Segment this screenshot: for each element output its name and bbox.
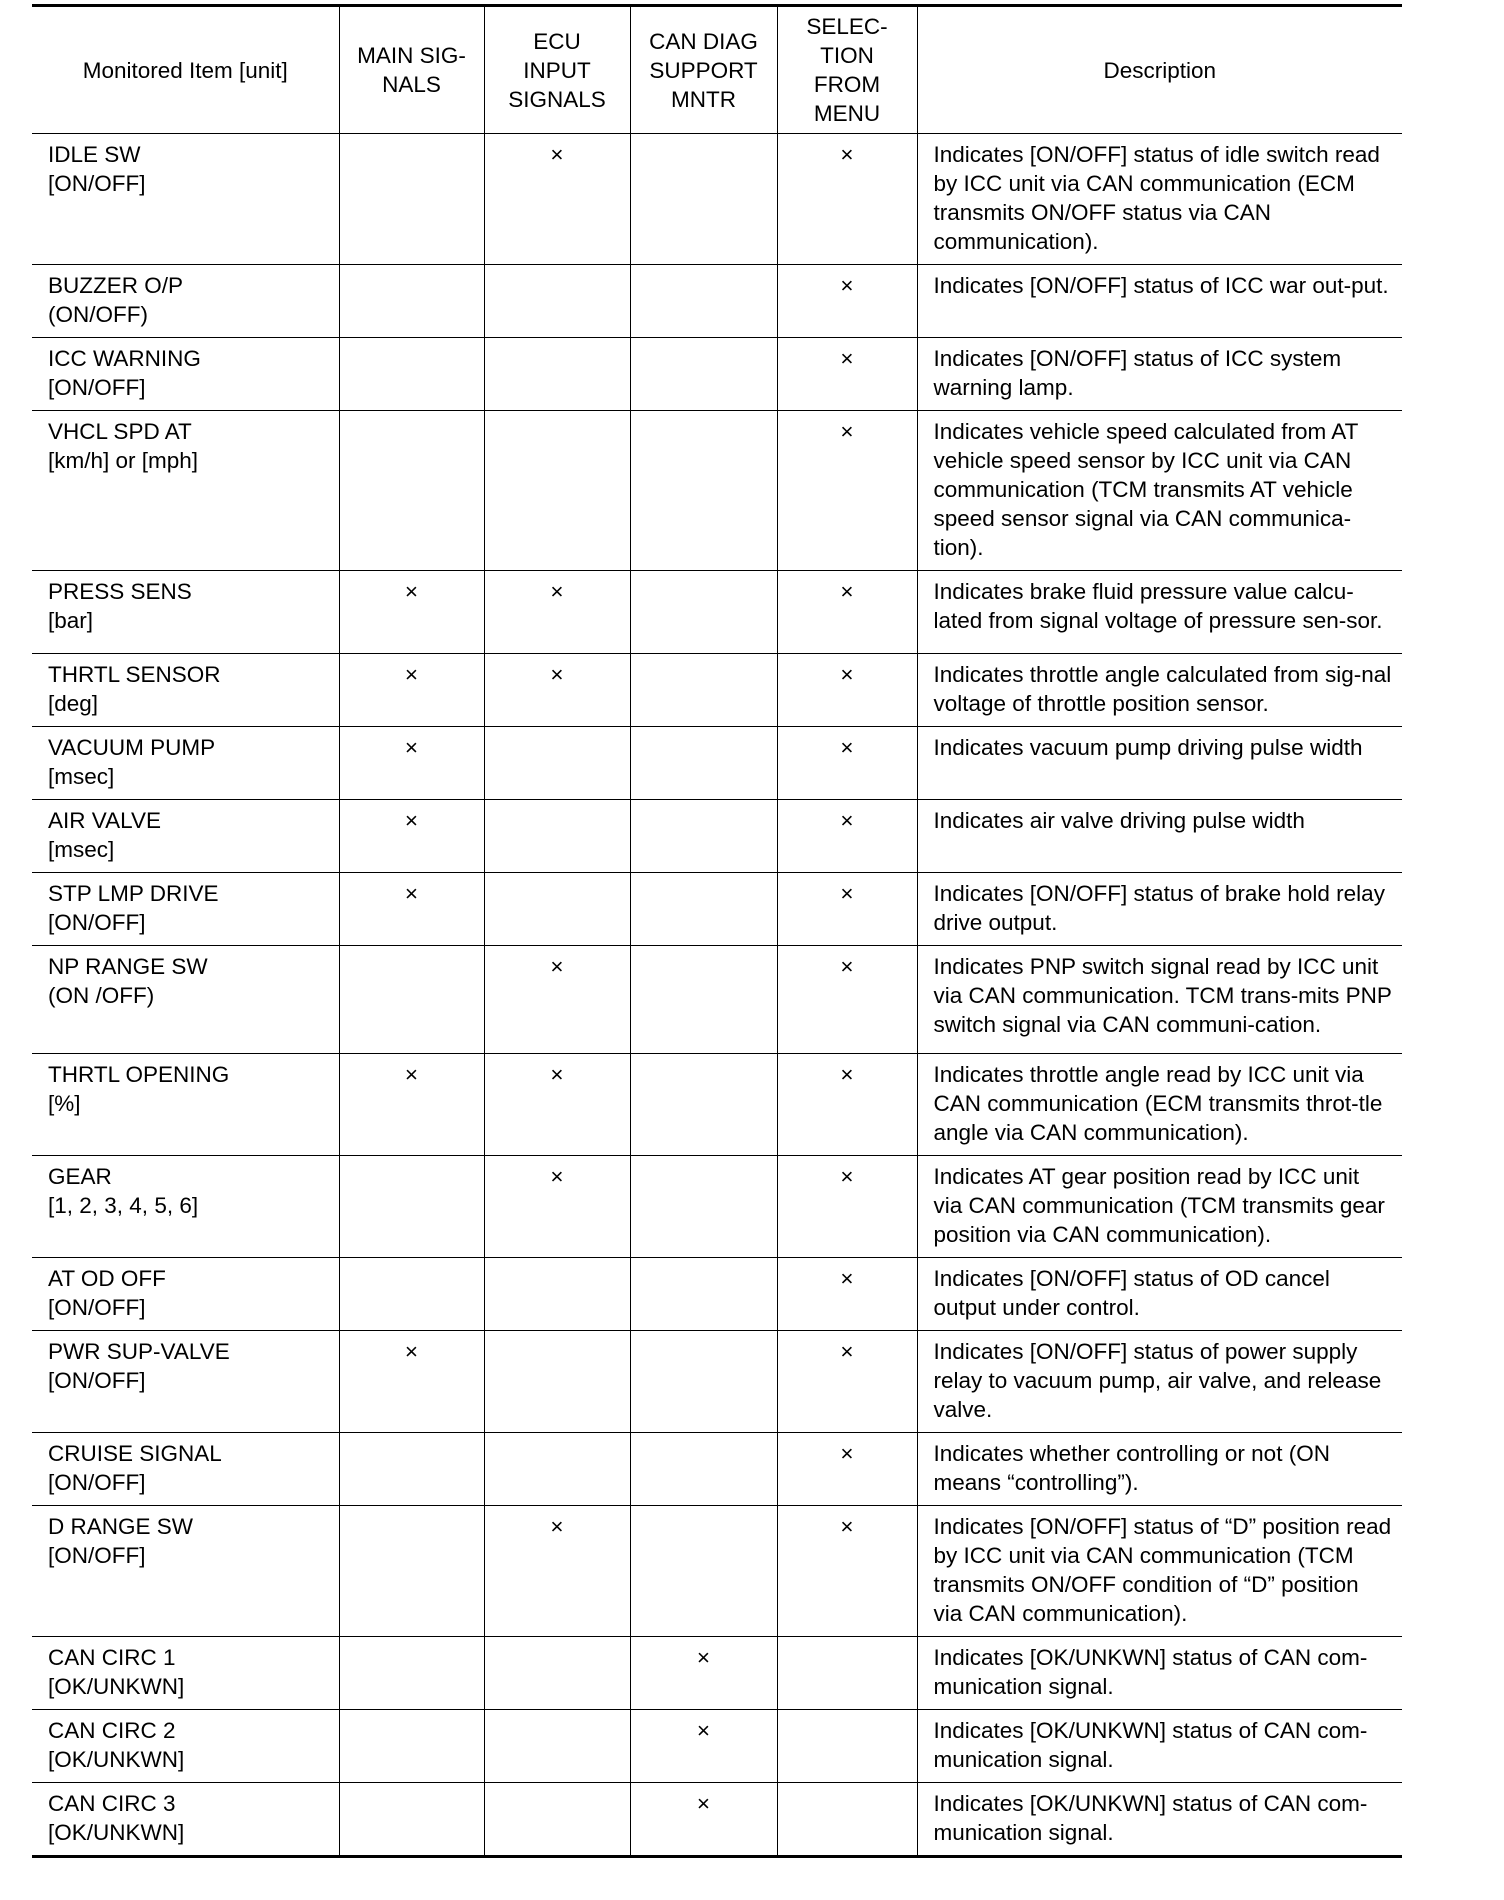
selection-from-menu-mark bbox=[777, 411, 917, 571]
check-mark: × bbox=[840, 662, 854, 687]
monitored-item-unit: [ON/OFF] bbox=[48, 1470, 146, 1495]
check-mark: × bbox=[550, 1164, 564, 1189]
ecu-input-signals-mark bbox=[484, 800, 630, 873]
main-signals-mark bbox=[339, 571, 484, 654]
description-cell: Indicates [ON/OFF] status of brake hold relay drive output. bbox=[917, 873, 1402, 946]
table-body bbox=[32, 134, 1402, 1857]
description-cell: Indicates [ON/OFF] status of OD cancel output under control. bbox=[917, 1258, 1402, 1331]
monitored-item-cell bbox=[32, 1783, 339, 1857]
selection-from-menu-mark bbox=[777, 1331, 917, 1433]
monitored-item-cell bbox=[32, 1054, 339, 1156]
monitored-item-cell bbox=[32, 1637, 339, 1710]
monitored-item-unit: [1, 2, 3, 4, 5, 6] bbox=[48, 1193, 199, 1218]
monitored-item-cell bbox=[32, 1506, 339, 1637]
check-mark: × bbox=[840, 881, 854, 906]
monitored-item-cell bbox=[32, 265, 339, 338]
monitored-item-unit: [ON/OFF] bbox=[48, 171, 146, 196]
table-row bbox=[32, 1783, 1402, 1857]
ecu-input-signals-mark bbox=[484, 1054, 630, 1156]
check-mark: × bbox=[840, 346, 854, 371]
monitored-item-name: GEAR bbox=[48, 1164, 112, 1189]
table-header bbox=[32, 6, 1402, 134]
table-row bbox=[32, 338, 1402, 411]
check-mark: × bbox=[840, 1062, 854, 1087]
check-mark: × bbox=[696, 1718, 711, 1743]
description-cell: Indicates brake fluid pressure value calcu-lated from signal voltage of pressure sen-sor. bbox=[917, 571, 1402, 654]
can-diag-support-mark bbox=[630, 338, 777, 411]
ecu-input-signals-mark bbox=[484, 1258, 630, 1331]
selection-from-menu-mark bbox=[777, 265, 917, 338]
description-cell: Indicates [ON/OFF] status of ICC war out-put. bbox=[917, 265, 1402, 338]
monitored-item-cell bbox=[32, 800, 339, 873]
check-mark: × bbox=[550, 662, 564, 687]
main-signals-mark bbox=[339, 338, 484, 411]
main-signals-mark bbox=[339, 1156, 484, 1258]
can-diag-support-mark bbox=[630, 1506, 777, 1637]
monitored-item-unit: [ON/OFF] bbox=[48, 1368, 146, 1393]
description-cell: Indicates [OK/UNKWN] status of CAN com-munication signal. bbox=[917, 1637, 1402, 1710]
can-diag-support-mark bbox=[630, 800, 777, 873]
table-row bbox=[32, 873, 1402, 946]
main-signals-mark bbox=[339, 1637, 484, 1710]
can-diag-support-mark bbox=[630, 571, 777, 654]
header-can-diag-support-mntr: CAN DIAG SUPPORT MNTR bbox=[630, 6, 777, 134]
description-cell: Indicates [OK/UNKWN] status of CAN com-munication signal. bbox=[917, 1710, 1402, 1783]
can-diag-support-mark bbox=[630, 265, 777, 338]
description-cell: Indicates PNP switch signal read by ICC unit via CAN communication. TCM trans-mits PNP switch signal via CAN communi-cation. bbox=[917, 946, 1402, 1054]
check-mark: × bbox=[404, 1339, 419, 1364]
table-row bbox=[32, 1258, 1402, 1331]
monitored-item-cell bbox=[32, 1331, 339, 1433]
table-row bbox=[32, 1710, 1402, 1783]
monitored-item-unit: [msec] bbox=[48, 837, 115, 862]
selection-from-menu-mark bbox=[777, 727, 917, 800]
monitored-item-unit: [ON/OFF] bbox=[48, 375, 146, 400]
check-mark: × bbox=[550, 954, 564, 979]
main-signals-mark bbox=[339, 265, 484, 338]
can-diag-support-mark bbox=[630, 1258, 777, 1331]
check-mark: × bbox=[840, 735, 854, 760]
table-row bbox=[32, 1433, 1402, 1506]
table-row bbox=[32, 411, 1402, 571]
check-mark: × bbox=[404, 1062, 419, 1087]
monitored-item-unit: [OK/UNKWN] bbox=[48, 1747, 185, 1772]
check-mark: × bbox=[404, 579, 419, 604]
table-row bbox=[32, 1637, 1402, 1710]
monitored-item-name: THRTL SENSOR bbox=[48, 662, 221, 687]
header-monitored-item: Monitored Item [unit] bbox=[32, 6, 339, 134]
monitored-item-name: AT OD OFF bbox=[48, 1266, 166, 1291]
header-main-signals: MAIN SIG- NALS bbox=[339, 6, 484, 134]
monitored-item-cell bbox=[32, 727, 339, 800]
monitored-item-unit: [deg] bbox=[48, 691, 99, 716]
selection-from-menu-mark bbox=[777, 1637, 917, 1710]
main-signals-mark bbox=[339, 1506, 484, 1637]
monitored-item-unit: [OK/UNKWN] bbox=[48, 1674, 185, 1699]
main-signals-mark bbox=[339, 1433, 484, 1506]
ecu-input-signals-mark bbox=[484, 873, 630, 946]
check-mark: × bbox=[696, 1791, 711, 1816]
ecu-input-signals-mark bbox=[484, 654, 630, 727]
check-mark: × bbox=[840, 1514, 854, 1539]
ecu-input-signals-mark bbox=[484, 265, 630, 338]
selection-from-menu-mark bbox=[777, 1506, 917, 1637]
main-signals-mark bbox=[339, 946, 484, 1054]
monitored-item-name: ICC WARNING bbox=[48, 346, 201, 371]
monitored-item-name: CAN CIRC 3 bbox=[48, 1791, 176, 1816]
check-mark: × bbox=[696, 1645, 711, 1670]
can-diag-support-mark bbox=[630, 1054, 777, 1156]
ecu-input-signals-mark bbox=[484, 1637, 630, 1710]
monitored-item-unit: [ON/OFF] bbox=[48, 1543, 146, 1568]
table-row bbox=[32, 265, 1402, 338]
check-mark: × bbox=[840, 142, 854, 167]
monitored-item-cell bbox=[32, 654, 339, 727]
can-diag-support-mark bbox=[630, 134, 777, 265]
monitored-item-name: CAN CIRC 2 bbox=[48, 1718, 176, 1743]
selection-from-menu-mark bbox=[777, 134, 917, 265]
ecu-input-signals-mark bbox=[484, 1506, 630, 1637]
main-signals-mark bbox=[339, 134, 484, 265]
check-mark: × bbox=[404, 662, 419, 687]
monitored-item-unit: (ON/OFF) bbox=[48, 302, 148, 327]
ecu-input-signals-mark bbox=[484, 1433, 630, 1506]
table-row bbox=[32, 134, 1402, 265]
check-mark: × bbox=[840, 1164, 854, 1189]
check-mark: × bbox=[840, 1266, 854, 1291]
monitored-item-cell bbox=[32, 338, 339, 411]
monitored-item-name: VHCL SPD AT bbox=[48, 419, 192, 444]
header-selection-from-menu: SELEC- TION FROM MENU bbox=[777, 6, 917, 134]
monitored-item-name: AIR VALVE bbox=[48, 808, 161, 833]
monitored-item-cell bbox=[32, 1433, 339, 1506]
description-cell: Indicates [ON/OFF] status of ICC system warning lamp. bbox=[917, 338, 1402, 411]
ecu-input-signals-mark bbox=[484, 727, 630, 800]
selection-from-menu-mark bbox=[777, 1156, 917, 1258]
check-mark: × bbox=[550, 142, 564, 167]
ecu-input-signals-mark bbox=[484, 338, 630, 411]
monitored-item-name: VACUUM PUMP bbox=[48, 735, 216, 760]
can-diag-support-mark bbox=[630, 873, 777, 946]
table-row bbox=[32, 571, 1402, 654]
table-row bbox=[32, 1054, 1402, 1156]
monitored-item-name: STP LMP DRIVE bbox=[48, 881, 219, 906]
selection-from-menu-mark bbox=[777, 1783, 917, 1857]
main-signals-mark bbox=[339, 1331, 484, 1433]
description-cell: Indicates vacuum pump driving pulse width bbox=[917, 727, 1402, 800]
monitored-item-name: CRUISE SIGNAL bbox=[48, 1441, 222, 1466]
description-cell: Indicates [ON/OFF] status of power supply relay to vacuum pump, air valve, and release valve. bbox=[917, 1331, 1402, 1433]
description-cell: Indicates [ON/OFF] status of idle switch read by ICC unit via CAN communication (ECM transmits ON/OFF status via CAN communication). bbox=[917, 134, 1402, 265]
monitored-item-cell bbox=[32, 1710, 339, 1783]
main-signals-mark bbox=[339, 1258, 484, 1331]
can-diag-support-mark bbox=[630, 1783, 777, 1857]
monitored-item-unit: [ON/OFF] bbox=[48, 910, 146, 935]
selection-from-menu-mark bbox=[777, 654, 917, 727]
ecu-input-signals-mark bbox=[484, 1331, 630, 1433]
ecu-input-signals-mark bbox=[484, 411, 630, 571]
description-cell: Indicates vehicle speed calculated from AT vehicle speed sensor by ICC unit via CAN communication (TCM transmits AT vehicle speed sensor signal via CAN communica-tion). bbox=[917, 411, 1402, 571]
selection-from-menu-mark bbox=[777, 873, 917, 946]
check-mark: × bbox=[840, 1441, 854, 1466]
main-signals-mark bbox=[339, 1054, 484, 1156]
main-signals-mark bbox=[339, 1783, 484, 1857]
main-signals-mark bbox=[339, 873, 484, 946]
monitored-item-cell bbox=[32, 1156, 339, 1258]
monitored-item-unit: [bar] bbox=[48, 608, 94, 633]
selection-from-menu-mark bbox=[777, 1054, 917, 1156]
monitored-item-unit: [OK/UNKWN] bbox=[48, 1820, 185, 1845]
check-mark: × bbox=[840, 808, 854, 833]
selection-from-menu-mark bbox=[777, 1433, 917, 1506]
check-mark: × bbox=[840, 579, 854, 604]
ecu-input-signals-mark bbox=[484, 1783, 630, 1857]
description-cell: Indicates air valve driving pulse width bbox=[917, 800, 1402, 873]
can-diag-support-mark bbox=[630, 1156, 777, 1258]
selection-from-menu-mark bbox=[777, 1710, 917, 1783]
can-diag-support-mark bbox=[630, 411, 777, 571]
monitored-item-name: D RANGE SW bbox=[48, 1514, 194, 1539]
check-mark: × bbox=[550, 579, 564, 604]
table-row bbox=[32, 1156, 1402, 1258]
check-mark: × bbox=[550, 1514, 564, 1539]
description-cell: Indicates [ON/OFF] status of “D” position read by ICC unit via CAN communication (TCM transmits ON/OFF condition of “D” position via CAN communication). bbox=[917, 1506, 1402, 1637]
check-mark: × bbox=[404, 808, 419, 833]
monitored-item-unit: (ON /OFF) bbox=[48, 983, 155, 1008]
can-diag-support-mark bbox=[630, 1710, 777, 1783]
main-signals-mark bbox=[339, 411, 484, 571]
monitored-item-cell bbox=[32, 134, 339, 265]
description-cell: Indicates whether controlling or not (ON means “controlling”). bbox=[917, 1433, 1402, 1506]
table-row bbox=[32, 800, 1402, 873]
description-cell: Indicates throttle angle calculated from sig-nal voltage of throttle position sensor. bbox=[917, 654, 1402, 727]
can-diag-support-mark bbox=[630, 946, 777, 1054]
table-row bbox=[32, 1506, 1402, 1637]
monitored-item-cell bbox=[32, 873, 339, 946]
selection-from-menu-mark bbox=[777, 800, 917, 873]
monitored-item-unit: [%] bbox=[48, 1091, 81, 1116]
header-row bbox=[32, 6, 1402, 134]
monitored-item-cell bbox=[32, 411, 339, 571]
check-mark: × bbox=[840, 419, 854, 444]
monitored-item-name: BUZZER O/P bbox=[48, 273, 184, 298]
table-row bbox=[32, 654, 1402, 727]
check-mark: × bbox=[840, 954, 854, 979]
monitored-item-name: PRESS SENS bbox=[48, 579, 192, 604]
ecu-input-signals-mark bbox=[484, 1710, 630, 1783]
can-diag-support-mark bbox=[630, 727, 777, 800]
monitored-item-name: CAN CIRC 1 bbox=[48, 1645, 176, 1670]
monitored-item-unit: [ON/OFF] bbox=[48, 1295, 146, 1320]
ecu-input-signals-mark bbox=[484, 134, 630, 265]
ecu-input-signals-mark bbox=[484, 571, 630, 654]
main-signals-mark bbox=[339, 800, 484, 873]
monitored-item-unit: [km/h] or [mph] bbox=[48, 448, 199, 473]
ecu-input-signals-mark bbox=[484, 946, 630, 1054]
description-cell: Indicates AT gear position read by ICC unit via CAN communication (TCM transmits gear position via CAN communication). bbox=[917, 1156, 1402, 1258]
description-cell: Indicates throttle angle read by ICC unit via CAN communication (ECM transmits throt-tle angle via CAN communication). bbox=[917, 1054, 1402, 1156]
header-description: Description bbox=[917, 6, 1402, 134]
monitored-item-cell bbox=[32, 1258, 339, 1331]
ecu-input-signals-mark bbox=[484, 1156, 630, 1258]
main-signals-mark bbox=[339, 727, 484, 800]
table-row bbox=[32, 946, 1402, 1054]
monitored-item-name: NP RANGE SW bbox=[48, 954, 208, 979]
monitored-items-table bbox=[32, 4, 1402, 1858]
check-mark: × bbox=[404, 881, 419, 906]
monitored-item-cell bbox=[32, 571, 339, 654]
header-ecu-input-signals: ECU INPUT SIGNALS bbox=[484, 6, 630, 134]
selection-from-menu-mark bbox=[777, 946, 917, 1054]
can-diag-support-mark bbox=[630, 1331, 777, 1433]
monitored-item-name: PWR SUP-VALVE bbox=[48, 1339, 230, 1364]
monitored-item-name: IDLE SW bbox=[48, 142, 141, 167]
check-mark: × bbox=[840, 1339, 854, 1364]
selection-from-menu-mark bbox=[777, 571, 917, 654]
main-signals-mark bbox=[339, 654, 484, 727]
selection-from-menu-mark bbox=[777, 338, 917, 411]
monitored-item-cell bbox=[32, 946, 339, 1054]
check-mark: × bbox=[840, 273, 854, 298]
check-mark: × bbox=[550, 1062, 564, 1087]
monitored-item-unit: [msec] bbox=[48, 764, 115, 789]
table-row bbox=[32, 727, 1402, 800]
monitored-item-name: THRTL OPENING bbox=[48, 1062, 230, 1087]
can-diag-support-mark bbox=[630, 1433, 777, 1506]
description-cell: Indicates [OK/UNKWN] status of CAN com-munication signal. bbox=[917, 1783, 1402, 1857]
main-signals-mark bbox=[339, 1710, 484, 1783]
selection-from-menu-mark bbox=[777, 1258, 917, 1331]
can-diag-support-mark bbox=[630, 1637, 777, 1710]
can-diag-support-mark bbox=[630, 654, 777, 727]
table-row bbox=[32, 1331, 1402, 1433]
check-mark: × bbox=[404, 735, 419, 760]
